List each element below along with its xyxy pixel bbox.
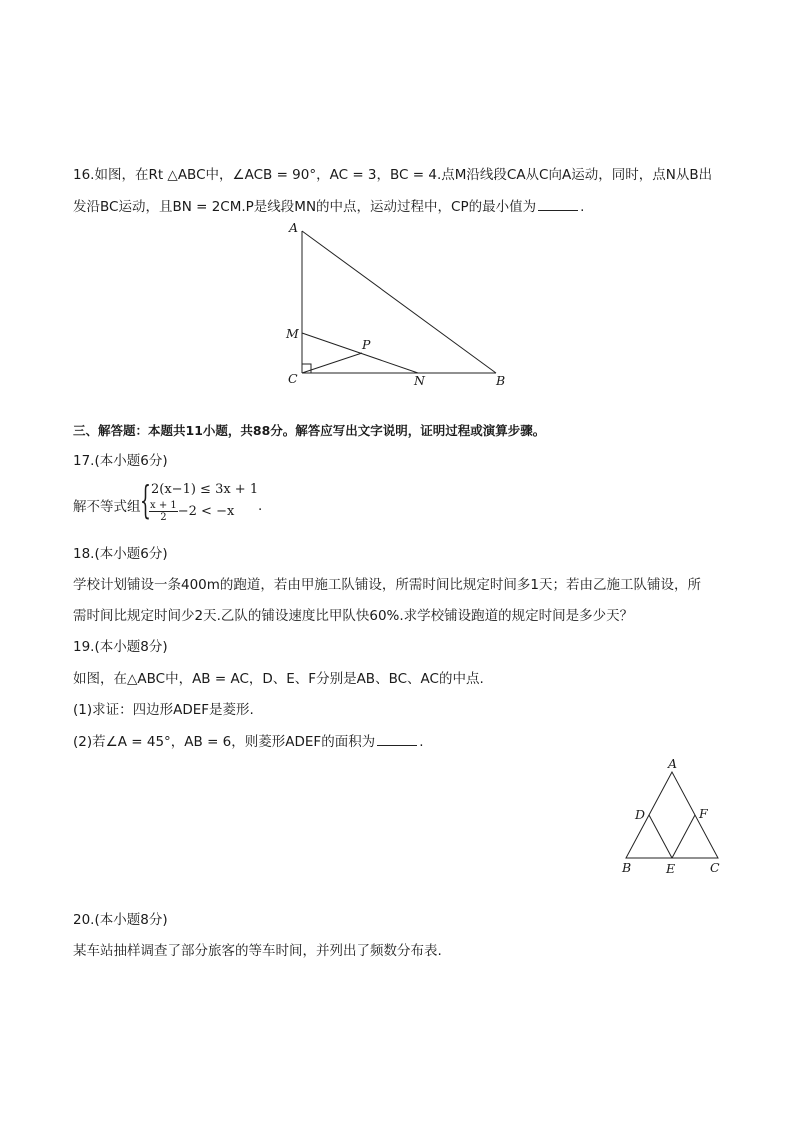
segment-fe [672, 815, 695, 858]
segment-de [649, 815, 672, 858]
q17-fraction-num: x + 1 [150, 500, 177, 511]
section3-title: 三、解答题：本题共11小题，共88分。解答应写出文字说明，证明过程或演算步骤。 [73, 423, 546, 438]
q19-part2-suffix: . [419, 734, 424, 750]
label-n: N [414, 373, 425, 388]
q16-answer-blank [538, 198, 578, 211]
q16-triangle-figure [280, 215, 520, 395]
label-f: F [699, 806, 708, 821]
label-a: A [289, 220, 299, 235]
q17-fraction-den: 2 [160, 512, 167, 523]
label-b: B [496, 373, 506, 388]
q19-part2 [73, 733, 423, 751]
segment-ab [302, 231, 496, 373]
q16-line1: 16.如图，在Rt △ABC中，∠ACB = 90°，AC = 3，BC = 4.点M沿线段CA从C向A运动，同时，点N从B出 [73, 167, 713, 183]
q19-answer-blank [377, 733, 417, 746]
q19-line1: 如图，在△ABC中，AB = AC，D、E、F分别是AB、BC、AC的中点. [73, 671, 484, 687]
q18-header: 18.(本小题6分) [73, 546, 168, 562]
label-d: D [635, 807, 646, 822]
q20-header: 20.(本小题8分) [73, 912, 168, 928]
q17-brace: { [140, 478, 151, 522]
q19-rhombus-figure [612, 752, 732, 882]
q17-inequality-2 [149, 500, 234, 523]
q18-line2: 需时间比规定时间少2天.乙队的铺设速度比甲队快60%.求学校铺设跑道的规定时间是多少天？ [73, 608, 634, 624]
label-p: P [362, 337, 371, 352]
q18-line1: 学校计划铺设一条400m的跑道，若由甲施工队铺设，所需时间比规定时间多1天；若由乙施工队铺设，所 [73, 577, 702, 593]
q19-header: 19.(本小题8分) [73, 639, 168, 655]
q20-line1: 某车站抽样调查了部分旅客的等车时间，并列出了频数分布表. [73, 943, 442, 959]
q16-line2-prefix: 发沿BC运动，且BN = 2CM.P是线段MN的中点，运动过程中，CP的最小值为 [73, 199, 537, 215]
label-m: M [286, 326, 299, 341]
label-b: B [622, 860, 632, 875]
q17-inequality-1: 2(x−1) ≤ 3x + 1 [151, 482, 259, 497]
q16-line2 [73, 198, 584, 216]
q17-period: . [258, 498, 263, 514]
q16-line2-suffix: . [580, 199, 585, 215]
q17-fraction [149, 500, 178, 523]
q19-part2-prefix: (2)若∠A = 45°，AB = 6，则菱形ADEF的面积为 [73, 734, 376, 750]
q17-prompt: 解不等式组 [73, 499, 141, 515]
label-c: C [710, 860, 720, 875]
q17-header: 17.(本小题6分) [73, 453, 168, 469]
q17-inequality-2-rest: −2 < −x [177, 504, 235, 519]
q19-part1: (1)求证：四边形ADEF是菱形. [73, 702, 254, 718]
label-a: A [668, 756, 678, 771]
label-c: C [288, 371, 298, 386]
label-e: E [666, 861, 676, 876]
